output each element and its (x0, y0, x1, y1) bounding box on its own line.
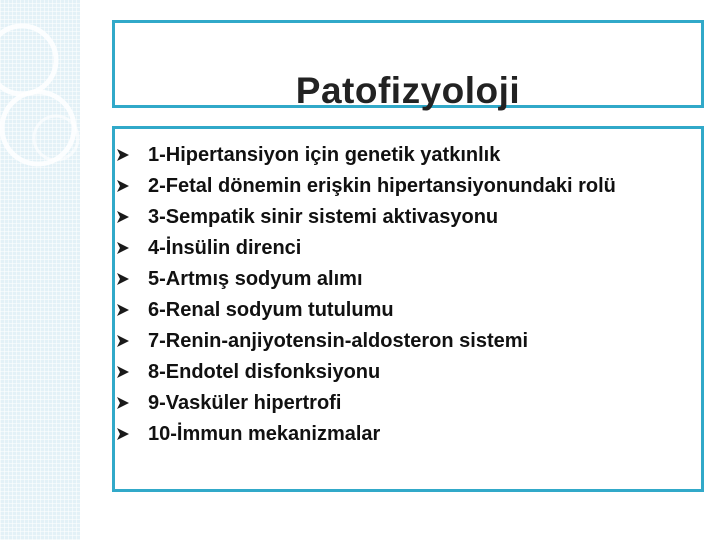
arrowhead-bullet-icon (116, 210, 130, 224)
arrowhead-bullet-icon (116, 241, 130, 255)
arrowhead-bullet-icon (116, 427, 130, 441)
bullet-text: 3-Sempatik sinir sistemi aktivasyonu (148, 206, 499, 228)
bullet-text: 9-Vasküler hipertrofi (148, 392, 342, 414)
arrowhead-bullet-icon (116, 148, 130, 162)
arrowhead-bullet-icon (116, 396, 130, 410)
bullet-text: 8-Endotel disfonksiyonu (148, 361, 381, 383)
decorative-circles (0, 0, 80, 540)
bullet-text: 5-Artmış sodyum alımı (148, 268, 363, 290)
title-frame (112, 20, 704, 111)
bullet-text: 4-İnsülin direnci (148, 237, 302, 259)
slide-title: Patofizyoloji (295, 70, 521, 111)
arrowhead-bullet-icon (116, 303, 130, 317)
bullet-text: 6-Renal sodyum tutulumu (148, 299, 394, 321)
bullet-text: 1-Hipertansiyon için genetik yatkınlık (148, 144, 501, 166)
arrowhead-bullet-icon (116, 365, 130, 379)
arrowhead-bullet-icon (116, 334, 130, 348)
bullet-text: 7-Renin-anjiyotensin-aldosteron sistemi (148, 330, 529, 352)
decorative-side-panel (0, 0, 80, 540)
bullet-text: 2-Fetal dönemin erişkin hipertansiyonundaki rolü (148, 175, 616, 197)
arrowhead-bullet-icon (116, 179, 130, 193)
arrowhead-bullet-icon (116, 272, 130, 286)
bullet-text: 10-İmmun mekanizmalar (148, 423, 381, 445)
